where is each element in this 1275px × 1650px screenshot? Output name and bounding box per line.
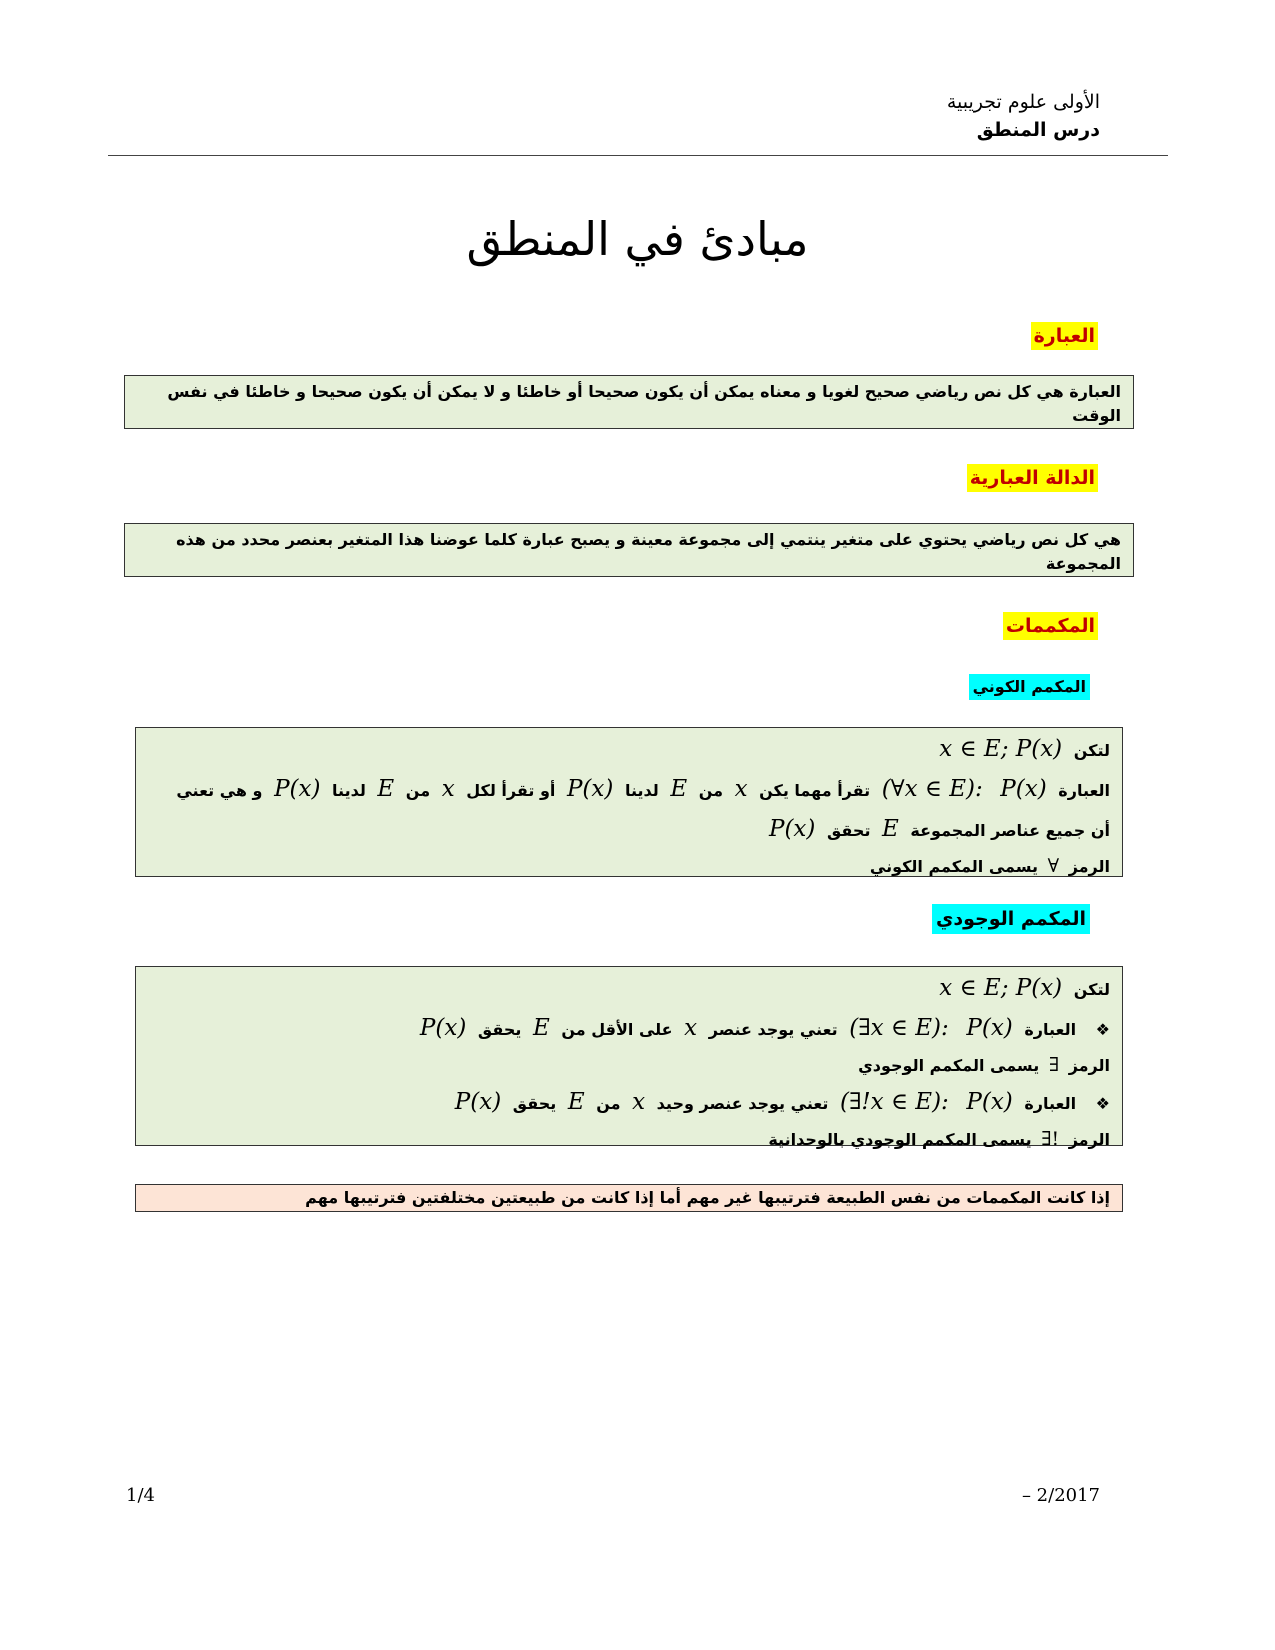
order-note-text: إذا كانت المكممات من نفس الطبيعة فترتيبها غير مهم أما إذا كانت من طبيعتين مختلفتين فترتيبها مهم (305, 1188, 1110, 1207)
bullet-icon: ❖ (1095, 1020, 1110, 1039)
symbol-word: الرمز (1068, 857, 1110, 876)
let-word: لتكن (1073, 980, 1110, 999)
means-exists: تعني يوجد عنصر (708, 1020, 838, 1039)
set-e: E (882, 816, 899, 842)
p-of-x: P(x) (566, 776, 614, 802)
statement-definition-box (124, 375, 1134, 429)
we-have-word: لدينا (332, 781, 366, 800)
page-number: 1/4 (126, 1485, 155, 1506)
called-unique: يسمى المكمم الوجودي بالوحدانية (768, 1130, 1032, 1149)
p-of-x: P(x) (966, 1015, 1013, 1041)
exists-expression: (∃x ∈ E): (849, 1015, 949, 1041)
reads-whatever: تقرأ مهما يكن (759, 781, 871, 800)
set-e: E (670, 776, 688, 802)
satisfies-word: يحقق (477, 1020, 522, 1039)
statement-definition: العبارة هي كل نص رياضي صحيح لغويا و معناه يمكن أن يكون صحيحا أو خاطئا و لا يمكن أن يكون صحيحا و خاطئا في نفس الوقت (167, 382, 1121, 425)
universal-quantifier-box (135, 727, 1123, 877)
statement-word: العبارة (1024, 1020, 1077, 1039)
p-of-x: P(x) (1000, 776, 1047, 802)
sub-label-existential: المكمم الوجودي (932, 904, 1090, 934)
exists-symbol: ∃ (1048, 1054, 1060, 1076)
we-have-word: لدينا (624, 781, 659, 800)
var-x: x (684, 1015, 698, 1041)
lesson-name: درس المنطق (976, 119, 1100, 141)
var-x: x (632, 1089, 646, 1115)
school-year: – 2/2017 (1021, 1485, 1100, 1506)
symbol-word: الرمز (1068, 1056, 1110, 1075)
all-elements: أن جميع عناصر المجموعة (910, 821, 1110, 840)
p-of-x: P(x) (274, 776, 321, 802)
document-header (947, 88, 1100, 144)
exists-unique-expression: (∃!x ∈ E): (839, 1089, 949, 1115)
p-of-x: P(x) (768, 816, 816, 842)
propositional-function-box (124, 523, 1134, 577)
section-label-quantifiers: المكممات (1003, 612, 1098, 640)
satisfy-word: تحقق (826, 821, 871, 840)
var-x: x (441, 776, 455, 802)
set-e: E (377, 776, 395, 802)
setup-math: x ∈ E; P(x) (939, 975, 1063, 1001)
header-divider (108, 155, 1168, 156)
called-existential: يسمى المكمم الوجودي (858, 1056, 1040, 1075)
and-means: و هي تعني (176, 781, 263, 800)
section-label-statement: العبارة (1031, 322, 1098, 350)
symbol-word: الرمز (1068, 1130, 1110, 1149)
set-e: E (567, 1089, 585, 1115)
propositional-function-definition: هي كل نص رياضي يحتوي على متغير ينتمي إلى مجموعة معينة و يصبح عبارة كلما عوضنا هذا المتغير بعنصر محدد من هذه المجموعة (176, 530, 1121, 573)
class-level: الأولى علوم تجريبية (946, 91, 1100, 113)
from-word: من (698, 781, 723, 800)
p-of-x: P(x) (966, 1089, 1013, 1115)
forall-expression: (∀x ∈ E): (881, 776, 983, 802)
means-exists-unique: تعني يوجد عنصر وحيد (656, 1094, 829, 1113)
from-word: من (596, 1094, 621, 1113)
at-least: على الأقل من (561, 1020, 673, 1039)
existential-quantifier-box (135, 966, 1123, 1150)
forall-symbol: ∀ (1047, 855, 1060, 877)
or-reads-for-all: أو تقرأ لكل (466, 781, 556, 800)
sub-label-universal: المكمم الكوني (969, 674, 1090, 700)
statement-word: العبارة (1058, 781, 1110, 800)
bullet-icon: ❖ (1095, 1094, 1110, 1113)
from-word: من (405, 781, 431, 800)
var-x: x (734, 776, 748, 802)
setup-math: x ∈ E; P(x) (939, 736, 1063, 762)
page-title: مبادئ في المنطق (466, 212, 809, 266)
set-e: E (532, 1015, 550, 1041)
section-label-propositional-function: الدالة العبارية (967, 464, 1098, 492)
called-universal: يسمى المكمم الكوني (869, 857, 1039, 876)
quantifier-order-note (135, 1184, 1123, 1212)
exists-unique-symbol: ∃! (1041, 1128, 1060, 1150)
p-of-x: P(x) (419, 1015, 467, 1041)
let-word: لتكن (1073, 741, 1110, 760)
satisfies-word: يحقق (512, 1094, 557, 1113)
p-of-x: P(x) (454, 1089, 502, 1115)
statement-word: العبارة (1024, 1094, 1077, 1113)
